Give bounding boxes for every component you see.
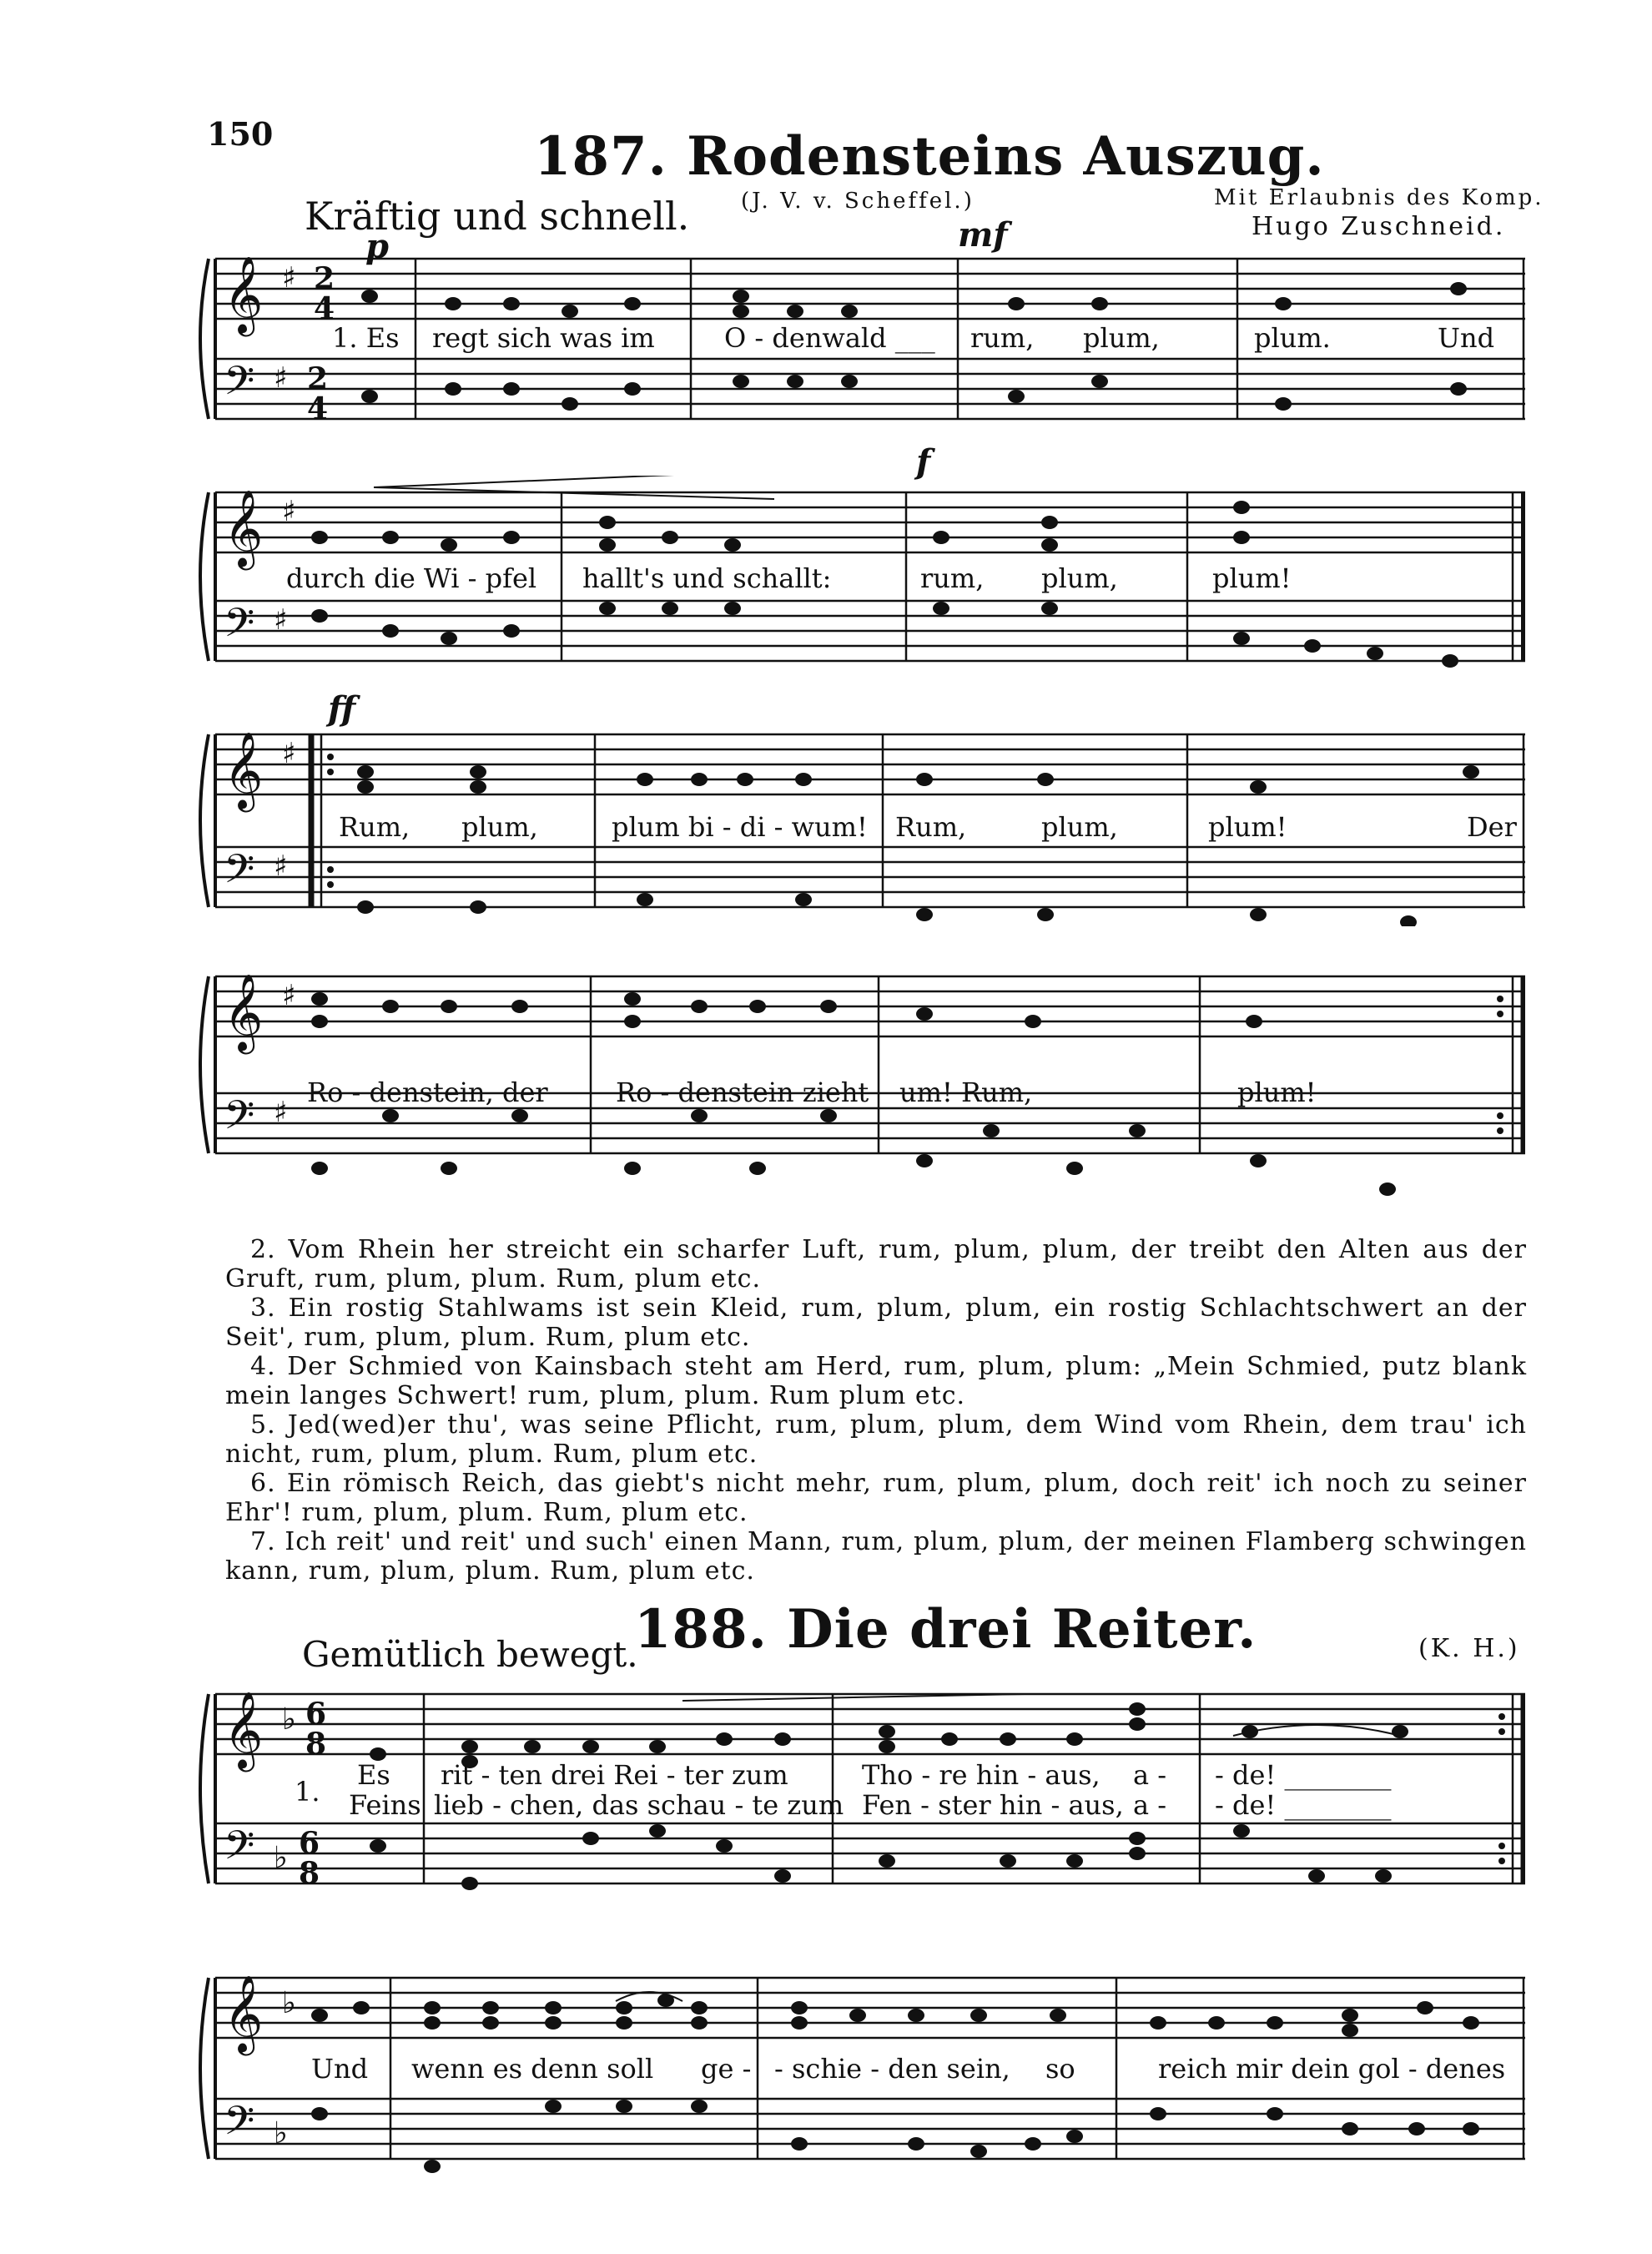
- svg-text:4: 4: [314, 291, 335, 326]
- lyric: lieb - chen, das schau - te zum: [434, 1789, 844, 1821]
- song-187-composer: Hugo Zuschneid.: [1252, 212, 1506, 241]
- additional-verses: [225, 1235, 1527, 1586]
- song-188-title: 188. Die drei Reiter.: [634, 1598, 1257, 1661]
- lyric: Ro - denstein zieht: [616, 1077, 869, 1108]
- song-187-poet: (J. V. v. Scheffel.): [741, 189, 975, 214]
- score-system-4: [190, 960, 1525, 1210]
- svg-text:♭: ♭: [282, 1702, 296, 1737]
- lyric: Der: [1467, 811, 1517, 843]
- svg-text:♭: ♭: [282, 1986, 296, 2020]
- lyric: Es: [357, 1759, 390, 1791]
- lyric: ge -: [701, 2053, 752, 2085]
- svg-text:♯: ♯: [274, 850, 288, 883]
- lyric: so: [1045, 2053, 1075, 2085]
- verse-4: 4. Der Schmied von Kainsbach steht am Herd, rum, plum, plum: „Mein Schmied, putz blank mein langes Schwert! rum, plum, plum. Rum plum etc.: [225, 1352, 1527, 1410]
- lyric: rum,: [920, 562, 985, 594]
- song-188-tempo: Gemütlich bewegt.: [302, 1634, 638, 1675]
- song-187-tempo: Kräftig und schnell.: [305, 194, 690, 239]
- verse-2: 2. Vom Rhein her streicht ein scharfer Luft, rum, plum, plum, der treibt den Alten aus der Gruft, rum, plum, plum. Rum, plum etc.: [225, 1235, 1527, 1293]
- lyric: Rum,: [895, 811, 967, 843]
- svg-text:𝄞: 𝄞: [224, 1691, 264, 1768]
- svg-text:𝄞: 𝄞: [224, 731, 264, 809]
- svg-text:♭: ♭: [274, 2116, 288, 2151]
- lyric: plum,: [1041, 562, 1118, 594]
- lyric: Rum,: [339, 811, 410, 843]
- verse-6: 6. Ein römisch Reich, das giebt's nicht mehr, rum, plum, plum, doch reit' ich noch zu seiner Ehr'! rum, plum, plum. Rum, plum etc.: [225, 1469, 1527, 1527]
- dynamic-mf: mf: [958, 215, 1008, 255]
- lyric: Und: [1438, 322, 1495, 354]
- lyric: Ro - denstein, der: [307, 1077, 548, 1108]
- dynamic-p: p: [365, 227, 389, 266]
- lyric: rum,: [970, 322, 1035, 354]
- svg-text:8: 8: [299, 1856, 320, 1891]
- lyric: 1.: [295, 1776, 320, 1808]
- lyric: plum!: [1237, 1077, 1317, 1108]
- svg-text:♯: ♯: [274, 361, 288, 395]
- lyric: rit - ten drei Rei - ter zum: [441, 1759, 788, 1791]
- lyric: 1. Es: [332, 322, 400, 354]
- dynamic-f: f: [916, 442, 931, 482]
- svg-text:4: 4: [307, 391, 329, 426]
- page-number: 150: [207, 115, 274, 153]
- svg-text:♯: ♯: [282, 495, 296, 528]
- svg-text:♯: ♯: [282, 737, 296, 770]
- svg-text:♯: ♯: [282, 261, 296, 295]
- score-system-2: [190, 442, 1525, 676]
- lyric: plum,: [1083, 322, 1160, 354]
- lyric: durch die Wi - pfel: [286, 562, 537, 594]
- svg-text:𝄞: 𝄞: [224, 1974, 264, 2052]
- lyric: plum,: [461, 811, 538, 843]
- svg-text:♯: ♯: [282, 979, 296, 1012]
- lyric: Feins: [349, 1789, 421, 1821]
- song-187-permission: Mit Erlaubnis des Komp.: [1214, 185, 1544, 210]
- dynamic-ff: ff: [328, 689, 356, 729]
- svg-text:𝄞: 𝄞: [224, 255, 264, 333]
- lyric: hallt's und schallt:: [582, 562, 832, 594]
- score-system-3: [190, 689, 1525, 926]
- verse-5: 5. Jed(wed)er thu', was seine Pflicht, rum, plum, plum, dem Wind vom Rhein, dem trau' ich nicht, rum, plum, plum. Rum, plum etc.: [225, 1410, 1527, 1469]
- lyric: plum.: [1254, 322, 1331, 354]
- svg-text:𝄢: 𝄢: [224, 357, 255, 414]
- lyric: O - denwald ___: [724, 322, 935, 354]
- lyric: a -: [1133, 1759, 1167, 1791]
- lyric: a -: [1133, 1789, 1167, 1821]
- verse-7: 7. Ich reit' und reit' und such' einen Mann, rum, plum, plum, der meinen Flamberg schwingen kann, rum, plum, plum. Rum, plum etc.: [225, 1527, 1527, 1586]
- svg-text:𝄞: 𝄞: [224, 973, 264, 1051]
- lyric: - schie - den sein,: [774, 2053, 1010, 2085]
- song-188-credit: (K. H.): [1418, 1634, 1520, 1663]
- svg-text:♯: ♯: [274, 603, 288, 637]
- svg-text:𝄢: 𝄢: [224, 599, 255, 656]
- lyric: regt sich was im: [432, 322, 655, 354]
- lyric: Fen - ster hin - aus,: [862, 1789, 1124, 1821]
- lyric: Tho - re hin - aus,: [862, 1759, 1100, 1791]
- lyric: - de! ________: [1215, 1789, 1392, 1821]
- lyric: plum bi - di - wum!: [612, 811, 868, 843]
- lyric: plum!: [1212, 562, 1292, 594]
- lyric: plum!: [1208, 811, 1287, 843]
- svg-text:2: 2: [314, 261, 335, 296]
- svg-text:𝄢: 𝄢: [224, 2097, 255, 2154]
- svg-text:𝄞: 𝄞: [224, 489, 264, 567]
- svg-text:6: 6: [299, 1826, 320, 1861]
- svg-text:𝄢: 𝄢: [224, 1822, 255, 1878]
- svg-text:♭: ♭: [274, 1841, 288, 1875]
- verse-3: 3. Ein rostig Stahlwams ist sein Kleid, rum, plum, plum, ein rostig Schlachtschwert an der Seit', rum, plum, plum. Rum, plum etc.: [225, 1293, 1527, 1352]
- svg-text:6: 6: [305, 1697, 327, 1732]
- svg-text:♯: ♯: [274, 1096, 288, 1129]
- lyric: plum,: [1041, 811, 1118, 843]
- lyric: Und: [311, 2053, 369, 2085]
- svg-text:2: 2: [307, 361, 329, 396]
- score-system-6: [190, 1961, 1525, 2178]
- svg-text:𝄢: 𝄢: [224, 845, 255, 902]
- lyric: reich mir dein gol - denes: [1158, 2053, 1506, 2085]
- song-187-title: 187. Rodensteins Auszug.: [534, 125, 1325, 188]
- svg-text:8: 8: [305, 1727, 327, 1762]
- lyric: um! Rum,: [899, 1077, 1033, 1108]
- lyric: - de! ________: [1215, 1759, 1392, 1791]
- score-system-5: [190, 1677, 1525, 1903]
- svg-text:𝄢: 𝄢: [224, 1092, 255, 1148]
- lyric: wenn es denn soll: [411, 2053, 654, 2085]
